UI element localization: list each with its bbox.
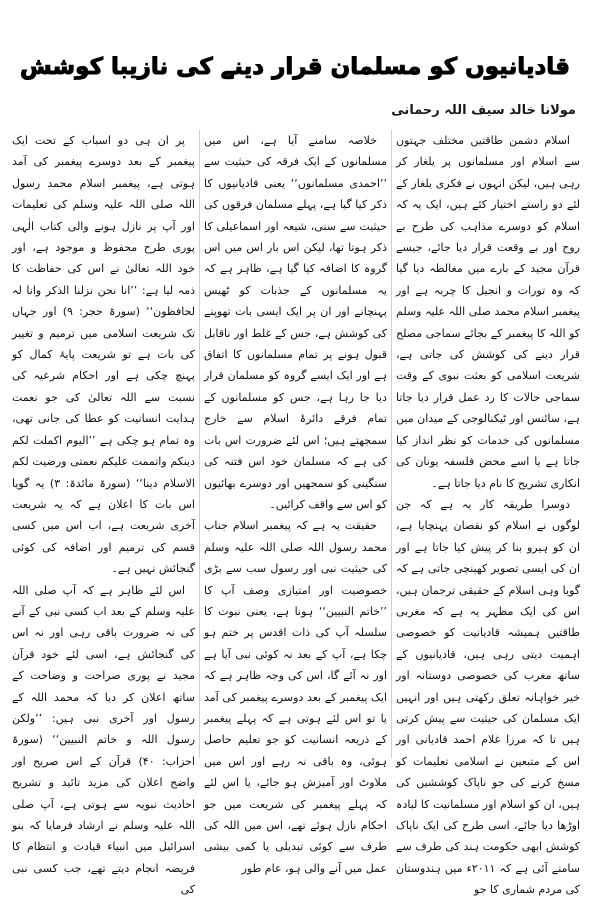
article-headline: قادیانیوں کو مسلمان قرار دینے کی نازیبا کوشش (20, 53, 570, 80)
paragraph: حقیقت یہ ہے کہ پیغمبر اسلام جناب محمد رسول اللہ صلی اللہ علیہ وسلم کی حیثیت نبی اور رسول سب سے بڑی خصوصیت اور امتیازی وصف آپ کا ’’خاتم النبیین‘‘ ہونا ہے، یعنی نبوت کا سلسلہ آپ کی ذات اقدس پر ختم ہو چکا ہے، آپ کے بعد نہ کوئی نبی آیا ہے اور نہ آئے گا، اس کی وجہ ظاہر ہے کہ ایک پیغمبر کے بعد دوسرے پیغمبر کی آمد یا تو اس لئے ہوتی ہے کہ پہلے پیغمبر کے ذریعہ انسانیت کو جو تعلیم حاصل ہوئی، وہ باقی نہ رہے اور اس میں ملاوٹ اور آمیزش ہو جائے، یا اس لئے کہ پہلے پیغمبر کی شریعت میں جو احکام نازل ہوئے تھے، اس میں اللہ کی طرف سے کوئی تبدیلی یا کمی بیشی عمل میں آنے والی ہو، عام طور (204, 519, 387, 875)
paragraph: خلاصہ سامنے آیا ہے، اس میں مسلمانوں کے ایک فرقہ کی حیثیت سے ’’احمدی مسلمانوں‘‘ یعنی قادیانیوں کا ذکر کیا گیا ہے، پہلے مسلمان فرقوں کی حیثیت سے سنی، شیعہ اور اسماعیلی کا ذکر ہوتا تھا، لیکن اس بار اس میں اس گروہ کا اضافہ کیا گیا ہے، ظاہر ہے کہ یہ مسلمانوں کے جذبات کو ٹھیس پہنچانے اور ان پر ایک ایسی بات تھوپنے کی کوشش ہے، جس کے غلط اور ناقابل قبول ہونے پر تمام مسلمانوں کا اتفاق ہے اور ایک ایسے گروہ کو مسلمان قرار دیا جا رہا ہے، جس کو مسلمانوں کے تمام فرقے دائرۂ اسلام سے خارج سمجھتے ہیں؛ اس لئے ضرورت اس بات کی ہے کہ مسلمان خود اس فتنہ کی سنگینی کو سمجھیں اور دوسرے بھائیوں کو اس سے واقف کرائیں۔ (204, 134, 387, 511)
author-byline: مولانا خالد سیف اللہ رحمانی (391, 103, 576, 118)
text-column-left (8, 130, 200, 897)
paragraph: اس لئے ظاہر ہے کہ آپ صلی اللہ علیہ وسلم کے بعد اب کسی نبی کے آنے کی نہ ضرورت باقی رہی اور نہ اس کی گنجائش ہے، اسی لئے خود قرآن مجید نے پوری صراحت و وضاحت کے ساتھ اعلان کر دیا کہ محمد اللہ کے رسول اور آخری نبی ہیں: ’’ولکن رسول اللہ و خاتم النبیین‘‘ (سورۃ احزاب: ۴۰) قرآن کے اس صریح اور واضح اعلان کی مزید تائید و تشریح احادیث نبویہ سے ہوتی ہے، آپ صلی اللہ علیہ وسلم نے ارشاد فرمایا کہ بنو اسرائیل میں انبیاء قیادت و انتظام کا فریضہ انجام دیتے تھے، جب کسی نبی کی (12, 583, 195, 897)
paragraph: اسلام دشمن طاقتیں مختلف جہتوں سے اسلام اور مسلمانوں پر یلغار کر رہی ہیں، لیکن انہوں نے فکری یلغار کے لئے دو راستے اختیار کئے ہیں، ایک یہ کہ اسلام کو دوسرے مذاہب کی طرح بے روح اور بے وقعت قرار دیا جائے، جیسے قرآن مجید کے بارے میں مغالطہ دیا گیا کہ وہ تورات و انجیل کا چربہ ہے اور پیغمبر اسلام محمد صلی اللہ علیہ وسلم کو اللہ کا پیغمبر کے بجائے سماجی مصلح قرار دینے کی کوشش کی جاتی ہے، شریعت اسلامی کو بعثت نبوی کے وقت سماجی حالات کا رد عمل قرار دیا جاتا ہے، سائنس اور ٹیکنالوجی کے میدان میں مسلمانوں کی خدمات کو نظر انداز کیا جاتا ہے یا اسے محض فلسفہ یونان کی انکاری تشریح کا نام دیا جاتا ہے۔ (396, 134, 580, 490)
text-column-right (392, 130, 584, 897)
paragraph: پر ان ہی دو اسباب کے تحت ایک پیغمبر کے بعد دوسرے پیغمبر کی آمد ہوتی ہے، پیغمبر اسلام محمد رسول اللہ صلی اللہ علیہ وسلم کی تعلیمات اور آپ پر نازل ہونے والی کتاب الٰہی پوری طرح محفوظ و موجود ہے، اور خود اللہ تعالیٰ نے اس کی حفاظت کا ذمہ لیا ہے: ’’انا نحن نزلنا الذکر وانا لہ لحافظون‘‘ (سورۃ حجر: ۹) اور جہاں تک شریعت اسلامی میں ترمیم و تغییر کی بات ہے تو شریعت پایۂ کمال کو پہنچ چکی ہے اور احکام شرعیہ کی نسبت سے اللہ تعالیٰ کی جو نعمت ہدایت انسانیت کو عطا کی جانی تھی، وہ تمام ہو چکی ہے ’’الیوم اکملت لکم دینکم واتممت علیکم نعمتی ورضیت لکم الاسلام دینا‘‘ (سورۃ مائدۃ: ۳) یہ گویا اس بات کا اعلان ہے کہ یہ شریعت آخری شریعت ہے، اب اس میں کسی قسم کی ترمیم اور اضافہ کی کوئی گنجائش نہیں ہے۔ (12, 134, 196, 576)
paragraph: دوسرا طریقہ کار یہ ہے کہ جن لوگوں نے اسلام کو نقصان پہنچایا ہے، ان کو ہیرو بنا کر پیش کیا جاتا ہے اور ان کی ایسی تصویر کھینچی جاتی ہے کہ گویا وہی اسلام کے حقیقی ترجمان ہیں، اس کی ایک مظہر یہ ہے کہ مغربی طاقتیں ہمیشہ قادیانیت کو خصوصی اہمیت دیتی رہی ہیں، قادیانیوں کے ساتھ مغرب کی خصوصی دوستانہ اور خیر خواہانہ تعلق رکھتی ہیں اور انہیں ایک مسلمان کی حیثیت سے پیش کرتی ہیں تا کہ مرزا غلام احمد قادیانی اور اس کے متبعین نے اسلامی تعلیمات کو مسخ کرنے کی جو ناپاک کوششیں کی ہیں، ان کو اسلام اور مسلمانیت کا لبادہ اوڑھا دیا جائے، اسی طرح کی ایک ناپاک کوشش ابھی حکومت ہند کی طرف سے سامنے آئی ہے کہ ۲۰۱۱ء میں ہندوستان کی مردم شماری کا جو (396, 497, 580, 897)
text-column-middle (200, 130, 392, 875)
article-body (6, 130, 584, 897)
